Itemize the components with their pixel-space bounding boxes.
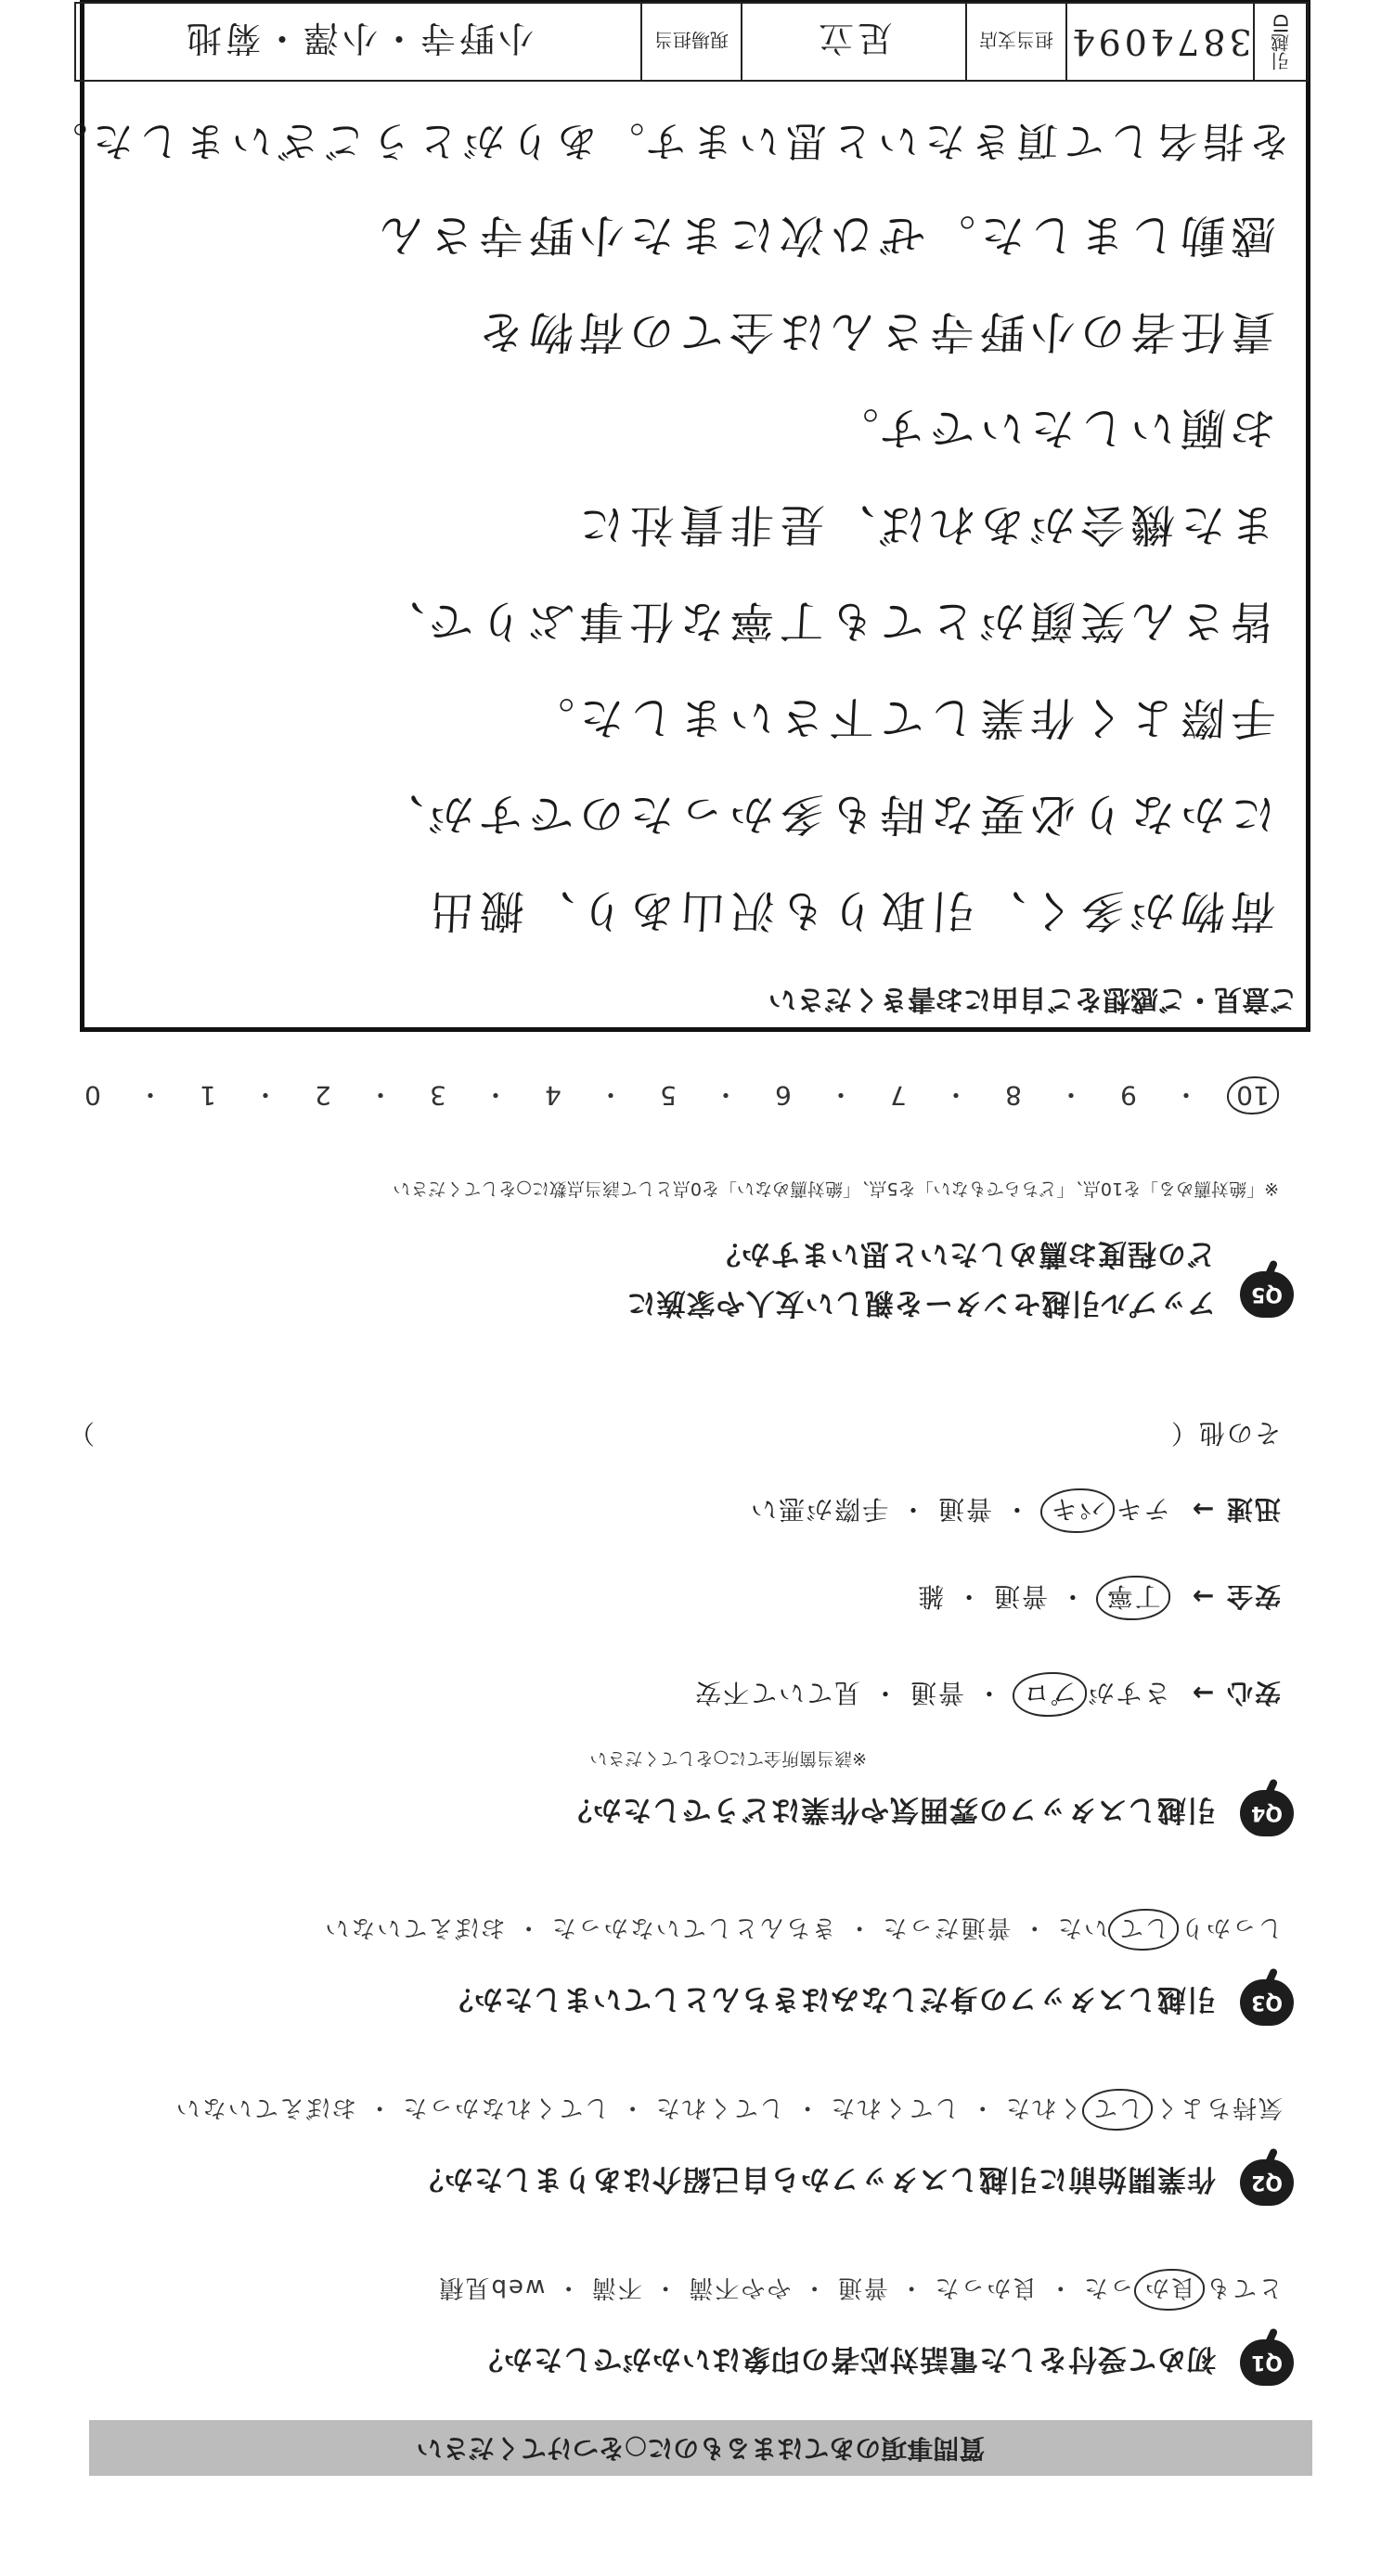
q4-circled-answer: パキ: [1040, 1488, 1115, 1533]
q4-row-label: 安全 →: [1190, 1581, 1281, 1612]
q4-row: [562, 1785, 1294, 1841]
scale-separator: ・: [713, 1079, 740, 1110]
q1-circled-answer: 良か: [1134, 2269, 1205, 2311]
q4-other-close: ）: [66, 1418, 95, 1449]
scale-value-2: 2: [315, 1080, 331, 1112]
q4-row-text: ・ 普通 ・ 雑: [916, 1581, 1096, 1612]
q5-scale: [76, 1063, 1279, 1128]
footer-id-value-cell: [1065, 4, 1253, 80]
footer-leader-label: 現場担当: [654, 29, 729, 52]
q1-row: [473, 2335, 1294, 2390]
q1-question: 初めて受付をした電話対応者の印象はいかがでしたか？: [473, 2342, 1216, 2376]
q5-badge: Q5: [1240, 1271, 1294, 1318]
footer-branch-label-cell: [965, 4, 1065, 80]
q5-question-line1: アップル引越センターを親しい友人や家族に: [626, 1286, 1216, 1320]
scale-separator: ・: [1058, 1079, 1085, 1110]
q4-row-text: テキ: [1114, 1494, 1170, 1525]
q3-badge: Q3: [1240, 1979, 1294, 2026]
scale-separator: ・: [943, 1079, 970, 1110]
q3-options: [323, 1909, 1283, 1951]
q1-option-text: った ・ 良かった ・ 普通 ・ やや不満 ・ 不満 ・ web見積: [437, 2273, 1134, 2301]
q5-question: [626, 1236, 1240, 1327]
q4-row-anshin: [693, 1672, 1281, 1717]
scale-separator: ・: [1173, 1079, 1200, 1110]
comment-line: 皆さん笑顔がとても丁寧な仕事ぶりで、: [372, 595, 1277, 647]
instruction-banner: 質問事項のあてはまるものに○をつけてください: [89, 2420, 1312, 2476]
q4-question: 引越しスタッフの雰囲気や作業はどうでしたか？: [562, 1793, 1216, 1827]
comment-line: 責任者の小野寺さんは全ての荷物を: [471, 305, 1277, 357]
comment-line: 手際よく作業して下さいました。: [522, 691, 1277, 743]
scale-value-7: 7: [890, 1080, 907, 1112]
q2-row: [414, 2155, 1294, 2210]
q4-row-text: さすが: [1086, 1678, 1170, 1708]
scale-value-3: 3: [430, 1080, 446, 1112]
q4-other-label: その他（: [1168, 1418, 1281, 1449]
footer-leader-value: 小野寺・小澤・菊地: [183, 18, 535, 59]
scale-separator: ・: [137, 1079, 164, 1110]
comment-line: また機会があれば、是非貴社に: [572, 498, 1277, 550]
q4-row-anzen: [916, 1576, 1281, 1620]
q4-other: [1169, 1416, 1281, 1453]
q2-options: [174, 2089, 1283, 2131]
q4-row-label: 迅速 →: [1190, 1494, 1281, 1525]
footer-branch-value: 足立: [815, 18, 894, 59]
comment-line: 荷物が多く、引取りも沢山あり、搬出: [422, 884, 1277, 936]
scale-separator: ・: [368, 1079, 394, 1110]
scale-selected-value: 10: [1227, 1077, 1279, 1115]
q4-badge: Q4: [1240, 1790, 1294, 1836]
footer-leader-value-cell: [76, 4, 640, 80]
q1-options: [438, 2269, 1283, 2311]
scale-separator: ・: [828, 1079, 855, 1110]
scale-value-6: 6: [775, 1080, 792, 1112]
footer-id-label-cell: [1253, 4, 1307, 80]
q2-option-text: 気持ちよく: [1152, 2093, 1283, 2121]
scale-value-1: 1: [200, 1080, 216, 1112]
footer-branch-label: 担当支店: [979, 29, 1053, 52]
comment-line: 感動しました。ぜひ次にまた小野寺さん: [371, 209, 1277, 261]
scale-separator: ・: [252, 1079, 279, 1110]
comment-line: にかなり必要な時も多かったのですが、: [371, 788, 1277, 840]
footer-id-value: 3874094: [1068, 21, 1252, 62]
footer-table: [74, 2, 1309, 82]
scale-value-4: 4: [545, 1080, 561, 1112]
q4-circled-answer: プロ: [1013, 1672, 1087, 1717]
comment-title: ご意見・ご感想をご自由にお書きください: [768, 983, 1297, 1015]
comment-line: を指名して頂きたいと思います。ありがとうございました。: [39, 117, 1292, 164]
q4-circled-answer: 丁寧: [1096, 1576, 1170, 1620]
scale-separator: ・: [598, 1079, 625, 1110]
comment-line: お願いしたいです。: [826, 402, 1277, 454]
q5-note: ※「絶対薦める」を10点、「どちらでもない」を5点、「絶対薦めない」を0点として該当点数に○をしてください: [393, 1179, 1279, 1199]
q2-option-text: くれた ・ してくれた ・ してくれた ・ してくれなかった ・ おぼえていない: [174, 2093, 1082, 2121]
q4-row-text: ・ 普通 ・ 手際が悪い: [749, 1494, 1040, 1525]
q4-row-text: ・ 普通 ・ 見ていて不安: [693, 1678, 1013, 1708]
scale-value-9: 9: [1120, 1080, 1137, 1112]
q2-badge: Q2: [1240, 2159, 1294, 2206]
scale-value-0: 0: [84, 1080, 101, 1112]
q1-badge: Q1: [1240, 2339, 1294, 2386]
q2-circled-answer: して: [1082, 2089, 1153, 2131]
q5-question-line2: どの程度お薦めしたいと思いますか？: [711, 1237, 1216, 1270]
q3-row: [444, 1975, 1294, 2030]
scale-value-8: 8: [1005, 1080, 1022, 1112]
footer-leader-label-cell: [640, 4, 741, 80]
q4-note: ※該当箇所全てに○をしてください: [589, 1748, 867, 1769]
scale-separator: ・: [483, 1079, 510, 1110]
q4-row-jinsoku: [749, 1488, 1281, 1533]
q3-question: 引越しスタッフの身だしなみはきちんとしていましたか？: [444, 1982, 1216, 2016]
q2-question: 作業開始前に引越しスタッフから自己紹介はありましたか？: [414, 2162, 1216, 2196]
q4-row-label: 安心 →: [1190, 1678, 1281, 1708]
scale-value-5: 5: [660, 1080, 677, 1112]
footer-id-label: 引越ID: [1270, 13, 1293, 71]
q3-circled-answer: して: [1108, 1909, 1179, 1951]
q3-option-text: しっかり: [1178, 1913, 1283, 1941]
q5-row: [626, 1237, 1294, 1327]
footer-branch-value-cell: [741, 4, 965, 80]
q3-option-text: いた ・ 普通だった ・ きちんとしていなかった ・ おぼえていない: [323, 1913, 1108, 1941]
q1-option-text: とても: [1204, 2273, 1283, 2301]
